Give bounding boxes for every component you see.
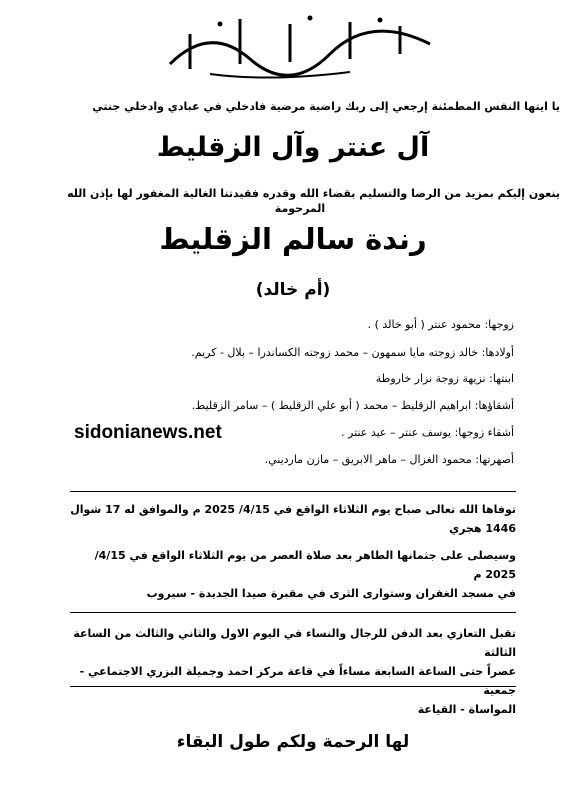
deceased-kunya: (أم خالد)	[255, 280, 331, 300]
relative-in-laws: أصهرتها: محمود الغزال – ماهر الابريق – مازن مارديني.	[264, 453, 514, 466]
condolences	[66, 624, 516, 719]
relative-daughter: ابنتها: نزيهة زوجة نزار خاروطة	[375, 372, 514, 385]
relative-sons: أولادها: خالد زوجته مايا سمهون – محمد زوجته الكساندرا – بلال - كريم.	[191, 346, 514, 359]
condolence-line-1: تقبل التعازي بعد الدفن للرجال والنساء في اليوم الاول والثاني والثالث من الساعة الثالثة	[73, 627, 516, 659]
death-details	[66, 500, 516, 538]
relative-brothers: أشقاؤها: ابراهيم الزقليط – محمد ( أبو علي الزقليط ) – سامر الزقليط.	[191, 399, 514, 412]
announcement-line-1: ينعون إليكم بمزيد من الرضا والتسليم بقضاء الله وقدره فقيدتنا الغالية المغفور لها بإذن الله	[67, 187, 560, 200]
quran-verse: يا ايتها النفس المطمئنة إرجعي إلى ربك راضية مرضية فادخلي في عبادي وادخلي جنتي	[92, 100, 560, 113]
death-line-1: توفاها الله تعالى صباح يوم الثلاثاء الواقع في 4/15/ 2025 م والموافق له 17 شوال	[70, 503, 516, 516]
closing-phrase: لها الرحمة ولكم طول البقاء	[176, 732, 410, 752]
death-line-2: 1446 هجري	[449, 522, 516, 535]
divider-bottom	[70, 686, 516, 687]
condolence-line-2: عصراً حتى الساعة السابعة مساءاً في قاعة مركز احمد وجميلة البزري الاجتماعي - جمعية	[79, 665, 516, 697]
divider-top	[70, 491, 516, 492]
watermark-site: sidonianews.net	[74, 422, 222, 443]
relative-husband: زوجها: محمود عنتر ( أبو خالد ) .	[367, 318, 514, 331]
calligraphy-logo	[150, 4, 450, 84]
family-name: آل عنتر وآل الزقليط	[156, 132, 430, 163]
relative-husband-brothers: أشقاء زوجها: يوسف عنتر – عيد عنتر .	[341, 426, 514, 439]
announcement-line-2: المرحومة	[274, 202, 326, 215]
funeral-line-1: وسيصلى على جثمانها الطاهر بعد صلاة العصر من يوم الثلاثاء الواقع في 4/15/ 2025 م	[94, 549, 516, 581]
divider-middle	[70, 612, 516, 613]
condolence-line-3: المواساة - القياعة	[417, 703, 516, 716]
funeral-line-2: في مسجد الغفران وستوارى الثرى في مقبرة صيدا الجديدة - سيروب	[146, 587, 516, 600]
announcement	[40, 186, 560, 216]
deceased-name: رندة سالم الزقليط	[159, 222, 427, 256]
calligraphy-header	[150, 4, 450, 84]
funeral-details	[66, 546, 516, 603]
